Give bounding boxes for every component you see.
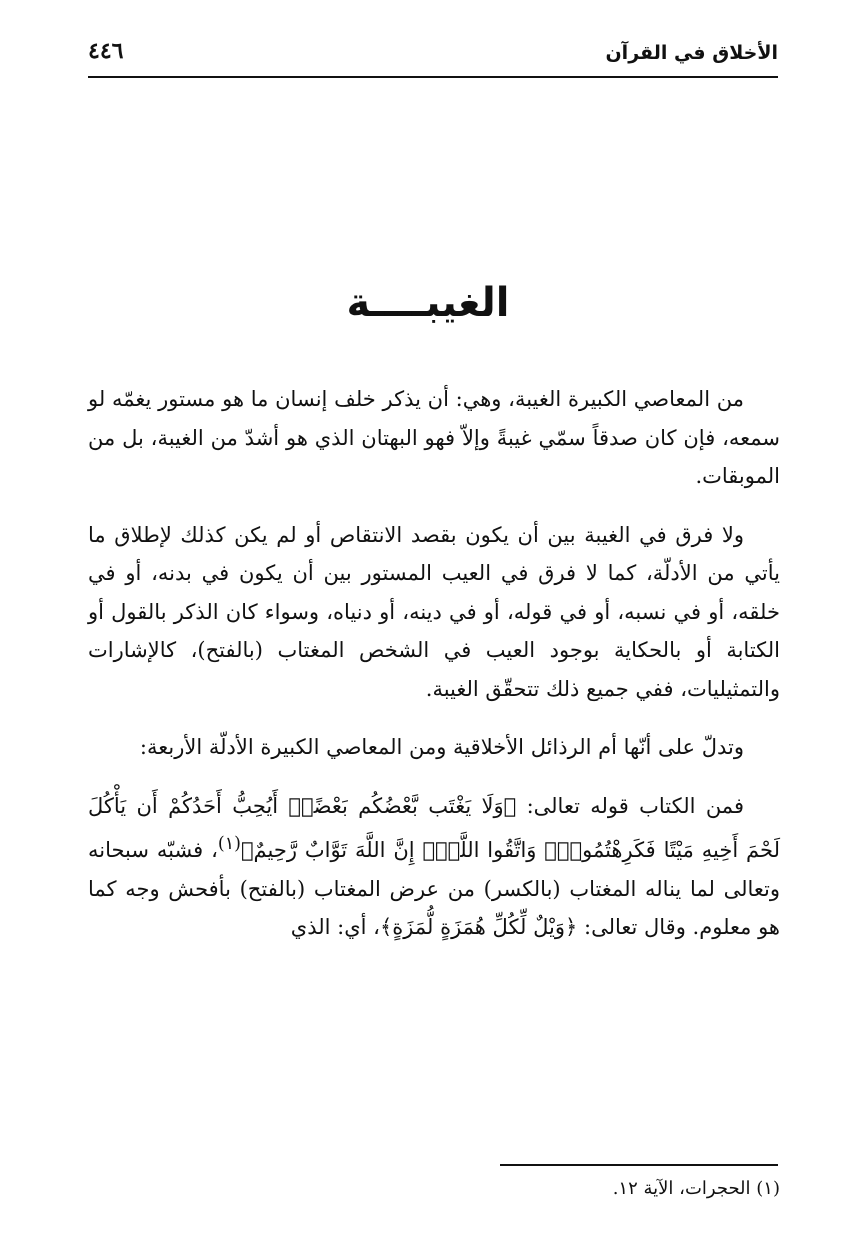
paragraph-4-middle: ، فشبّه سبحانه وتعالى لما يناله المغتاب (بالكسر) من عرض المغتاب (بالفتح) بأفحش وجه كما هو معلوم. وقال تعالى:	[88, 838, 780, 939]
quran-verse-1: ﴿وَلَا يَغْتَب بَّعْضُكُم بَعْضًاۚ أَيُحِبُّ أَحَدُكُمْ أَن يَأْكُلَ لَحْمَ أَخِيهِ مَيْتًا فَكَرِهْتُمُوهُۚ وَاتَّقُوا اللَّهَۚ إِنَّ اللَّهَ تَوَّابٌ رَّحِيمٌ﴾	[88, 793, 780, 862]
running-header	[88, 38, 778, 76]
paragraph-3: وتدلّ على أنّها أم الرذائل الأخلاقية ومن المعاصي الكبيرة الأدلّة الأربعة:	[139, 735, 744, 759]
paragraph-2: ولا فرق في الغيبة بين أن يكون بقصد الانتقاص أو لم يكن كذلك لإطلاق ما يأتي من الأدلّة، كما لا فرق في العيب المستور بين أن يكون في بدنه، أو في خلقه، أو في نسبه، أو في قوله، أو في دينه، أو دنياه، وسواء كان الذكر بالقول أو الكتابة أو بالحكاية بوجود العيب في الشخص المغتاب (بالفتح)، كالإشارات والتمثيليات، ففي جميع ذلك تتحقّق الغيبة.	[88, 522, 780, 701]
quran-verse-2: ﴿وَيْلٌ لِّكُلِّ هُمَزَةٍ لُّمَزَةٍ﴾	[379, 915, 578, 939]
footnote-divider	[500, 1164, 778, 1166]
paragraph-4-end: ، أي: الذي	[290, 915, 380, 939]
footnote-reference: (١)	[217, 834, 241, 854]
paragraph-1: من المعاصي الكبيرة الغيبة، وهي: أن يذكر خلف إنسان ما هو مستور يغمّه لو سمعه، فإن كان صدقاً سمّي غيبةً وإلاّ فهو البهتان الذي هو أشدّ من الغيبة، بل من الموبقات.	[88, 387, 780, 488]
paragraph-4-intro: فمن الكتاب قوله تعالى:	[516, 793, 744, 818]
page-number: ٤٤٦	[88, 38, 124, 64]
running-header-title: الأخلاق في القرآن	[605, 42, 778, 64]
paragraph-4	[88, 787, 780, 947]
footnote: (١) الحجرات، الآية ١٢.	[612, 1178, 780, 1199]
chapter-title: الغيبــــة	[346, 280, 510, 326]
header-divider	[88, 76, 778, 78]
body-text	[88, 380, 780, 947]
